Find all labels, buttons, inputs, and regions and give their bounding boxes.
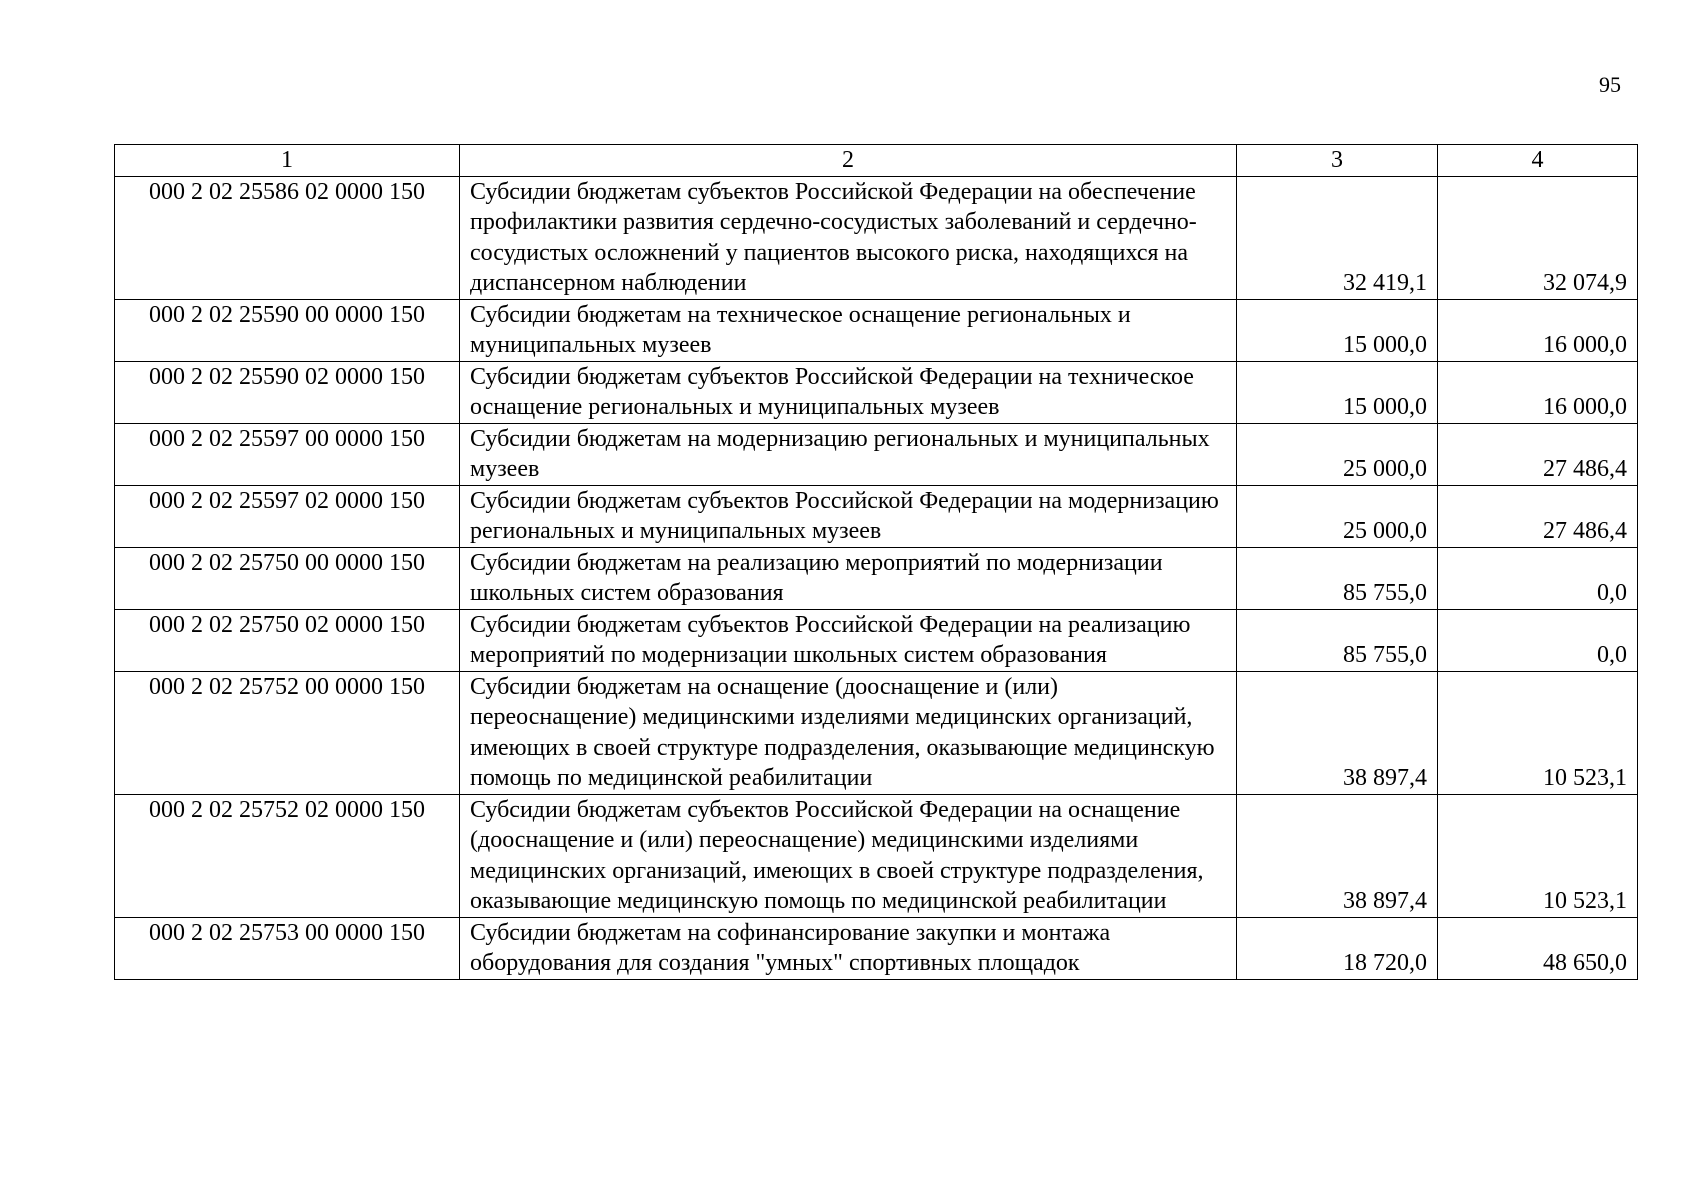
header-cell-4: 4 bbox=[1438, 145, 1638, 177]
table-row bbox=[115, 609, 1638, 671]
row-col3-value: 15 000,0 bbox=[1237, 361, 1438, 423]
row-col4-value: 48 650,0 bbox=[1438, 917, 1638, 979]
row-code: 000 2 02 25590 00 0000 150 bbox=[115, 299, 460, 361]
row-col3-value: 85 755,0 bbox=[1237, 609, 1438, 671]
table-body bbox=[115, 176, 1638, 979]
row-code: 000 2 02 25597 02 0000 150 bbox=[115, 485, 460, 547]
row-col4-value: 10 523,1 bbox=[1438, 794, 1638, 917]
row-col4-value: 10 523,1 bbox=[1438, 671, 1638, 794]
row-name: Субсидии бюджетам на оснащение (дооснащение и (или) переоснащение) медицинскими изделиями медицинских организаций, имеющих в своей структуре подразделения, оказывающие медицинскую помощь по медицинской реабилитации bbox=[460, 671, 1237, 794]
table-row bbox=[115, 423, 1638, 485]
row-name: Субсидии бюджетам субъектов Российской Федерации на обеспечение профилактики развития сердечно-сосудистых заболеваний и сердечно-сосудистых осложнений у пациентов высокого риска, находящихся на диспансерном наблюдении bbox=[460, 176, 1237, 299]
row-name: Субсидии бюджетам на техническое оснащение региональных и муниципальных музеев bbox=[460, 299, 1237, 361]
row-col3-value: 38 897,4 bbox=[1237, 794, 1438, 917]
row-col4-value: 32 074,9 bbox=[1438, 176, 1638, 299]
row-name: Субсидии бюджетам на софинансирование закупки и монтажа оборудования для создания "умных" спортивных площадок bbox=[460, 917, 1237, 979]
row-col3-value: 15 000,0 bbox=[1237, 299, 1438, 361]
row-col3-value: 18 720,0 bbox=[1237, 917, 1438, 979]
row-name: Субсидии бюджетам субъектов Российской Федерации на оснащение (дооснащение и (или) переоснащение) медицинскими изделиями медицинских организаций, имеющих в своей структуре подразделения, оказывающие медицинскую помощь по медицинской реабилитации bbox=[460, 794, 1237, 917]
row-code: 000 2 02 25590 02 0000 150 bbox=[115, 361, 460, 423]
header-cell-2: 2 bbox=[460, 145, 1237, 177]
header-row bbox=[115, 145, 1638, 177]
row-name: Субсидии бюджетам субъектов Российской Федерации на техническое оснащение региональных и муниципальных музеев bbox=[460, 361, 1237, 423]
row-col4-value: 27 486,4 bbox=[1438, 485, 1638, 547]
budget-table bbox=[114, 144, 1638, 980]
row-col3-value: 38 897,4 bbox=[1237, 671, 1438, 794]
row-col4-value: 27 486,4 bbox=[1438, 423, 1638, 485]
row-name: Субсидии бюджетам субъектов Российской Федерации на модернизацию региональных и муниципальных музеев bbox=[460, 485, 1237, 547]
table-row bbox=[115, 547, 1638, 609]
row-name: Субсидии бюджетам субъектов Российской Федерации на реализацию мероприятий по модернизации школьных систем образования bbox=[460, 609, 1237, 671]
row-col3-value: 85 755,0 bbox=[1237, 547, 1438, 609]
page-number: 95 bbox=[1599, 72, 1621, 97]
row-code: 000 2 02 25752 02 0000 150 bbox=[115, 794, 460, 917]
row-code: 000 2 02 25750 02 0000 150 bbox=[115, 609, 460, 671]
table-row bbox=[115, 299, 1638, 361]
row-code: 000 2 02 25750 00 0000 150 bbox=[115, 547, 460, 609]
table-row bbox=[115, 485, 1638, 547]
header-cell-1: 1 bbox=[115, 145, 460, 177]
row-code: 000 2 02 25753 00 0000 150 bbox=[115, 917, 460, 979]
header-cell-3: 3 bbox=[1237, 145, 1438, 177]
table-row bbox=[115, 176, 1638, 299]
table-row bbox=[115, 671, 1638, 794]
row-col4-value: 16 000,0 bbox=[1438, 361, 1638, 423]
table-row bbox=[115, 917, 1638, 979]
row-col4-value: 0,0 bbox=[1438, 547, 1638, 609]
row-col3-value: 32 419,1 bbox=[1237, 176, 1438, 299]
row-col4-value: 16 000,0 bbox=[1438, 299, 1638, 361]
table-row bbox=[115, 794, 1638, 917]
row-name: Субсидии бюджетам на реализацию мероприятий по модернизации школьных систем образования bbox=[460, 547, 1237, 609]
table-header bbox=[115, 145, 1638, 177]
row-name: Субсидии бюджетам на модернизацию региональных и муниципальных музеев bbox=[460, 423, 1237, 485]
row-code: 000 2 02 25597 00 0000 150 bbox=[115, 423, 460, 485]
row-col3-value: 25 000,0 bbox=[1237, 485, 1438, 547]
row-col3-value: 25 000,0 bbox=[1237, 423, 1438, 485]
table-row bbox=[115, 361, 1638, 423]
row-col4-value: 0,0 bbox=[1438, 609, 1638, 671]
row-code: 000 2 02 25752 00 0000 150 bbox=[115, 671, 460, 794]
row-code: 000 2 02 25586 02 0000 150 bbox=[115, 176, 460, 299]
